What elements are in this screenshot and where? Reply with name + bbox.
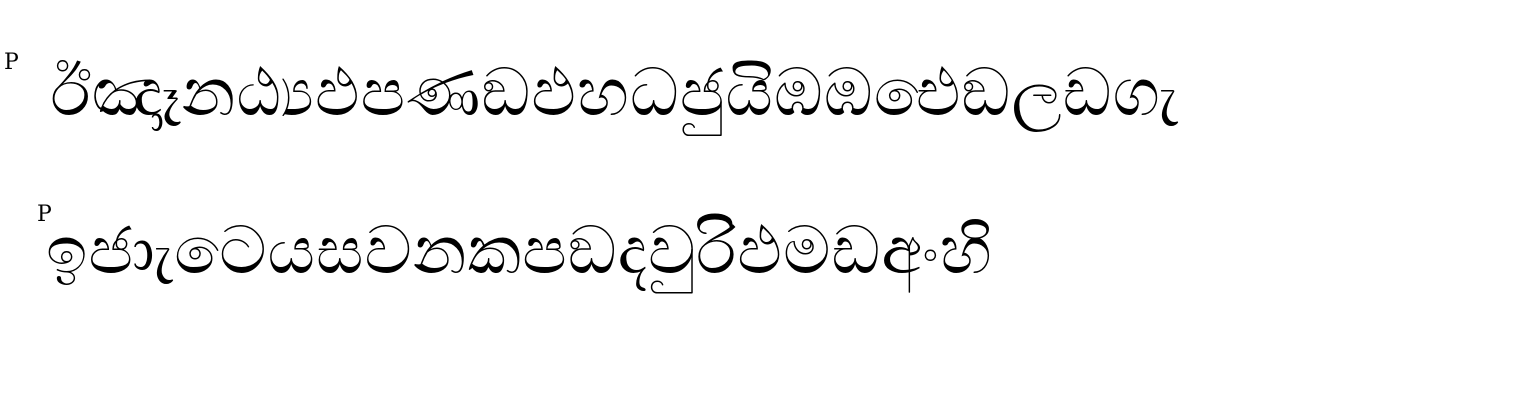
glyph-row-1	[0, 0, 1530, 170]
row-2-marker: P	[37, 202, 52, 227]
row-1-glyphs: ඊඤාෑනඨ්‍යඵපණඞඵහධජුයිඹඹඓඞලඩගැ	[50, 54, 1180, 131]
row-1-marker: P	[4, 50, 19, 75]
row-2-glyphs: ඉජාැටෙයසවනකපඞදවුරිඵමඩඅංහි	[46, 212, 993, 289]
glyph-row-2	[0, 170, 1530, 320]
